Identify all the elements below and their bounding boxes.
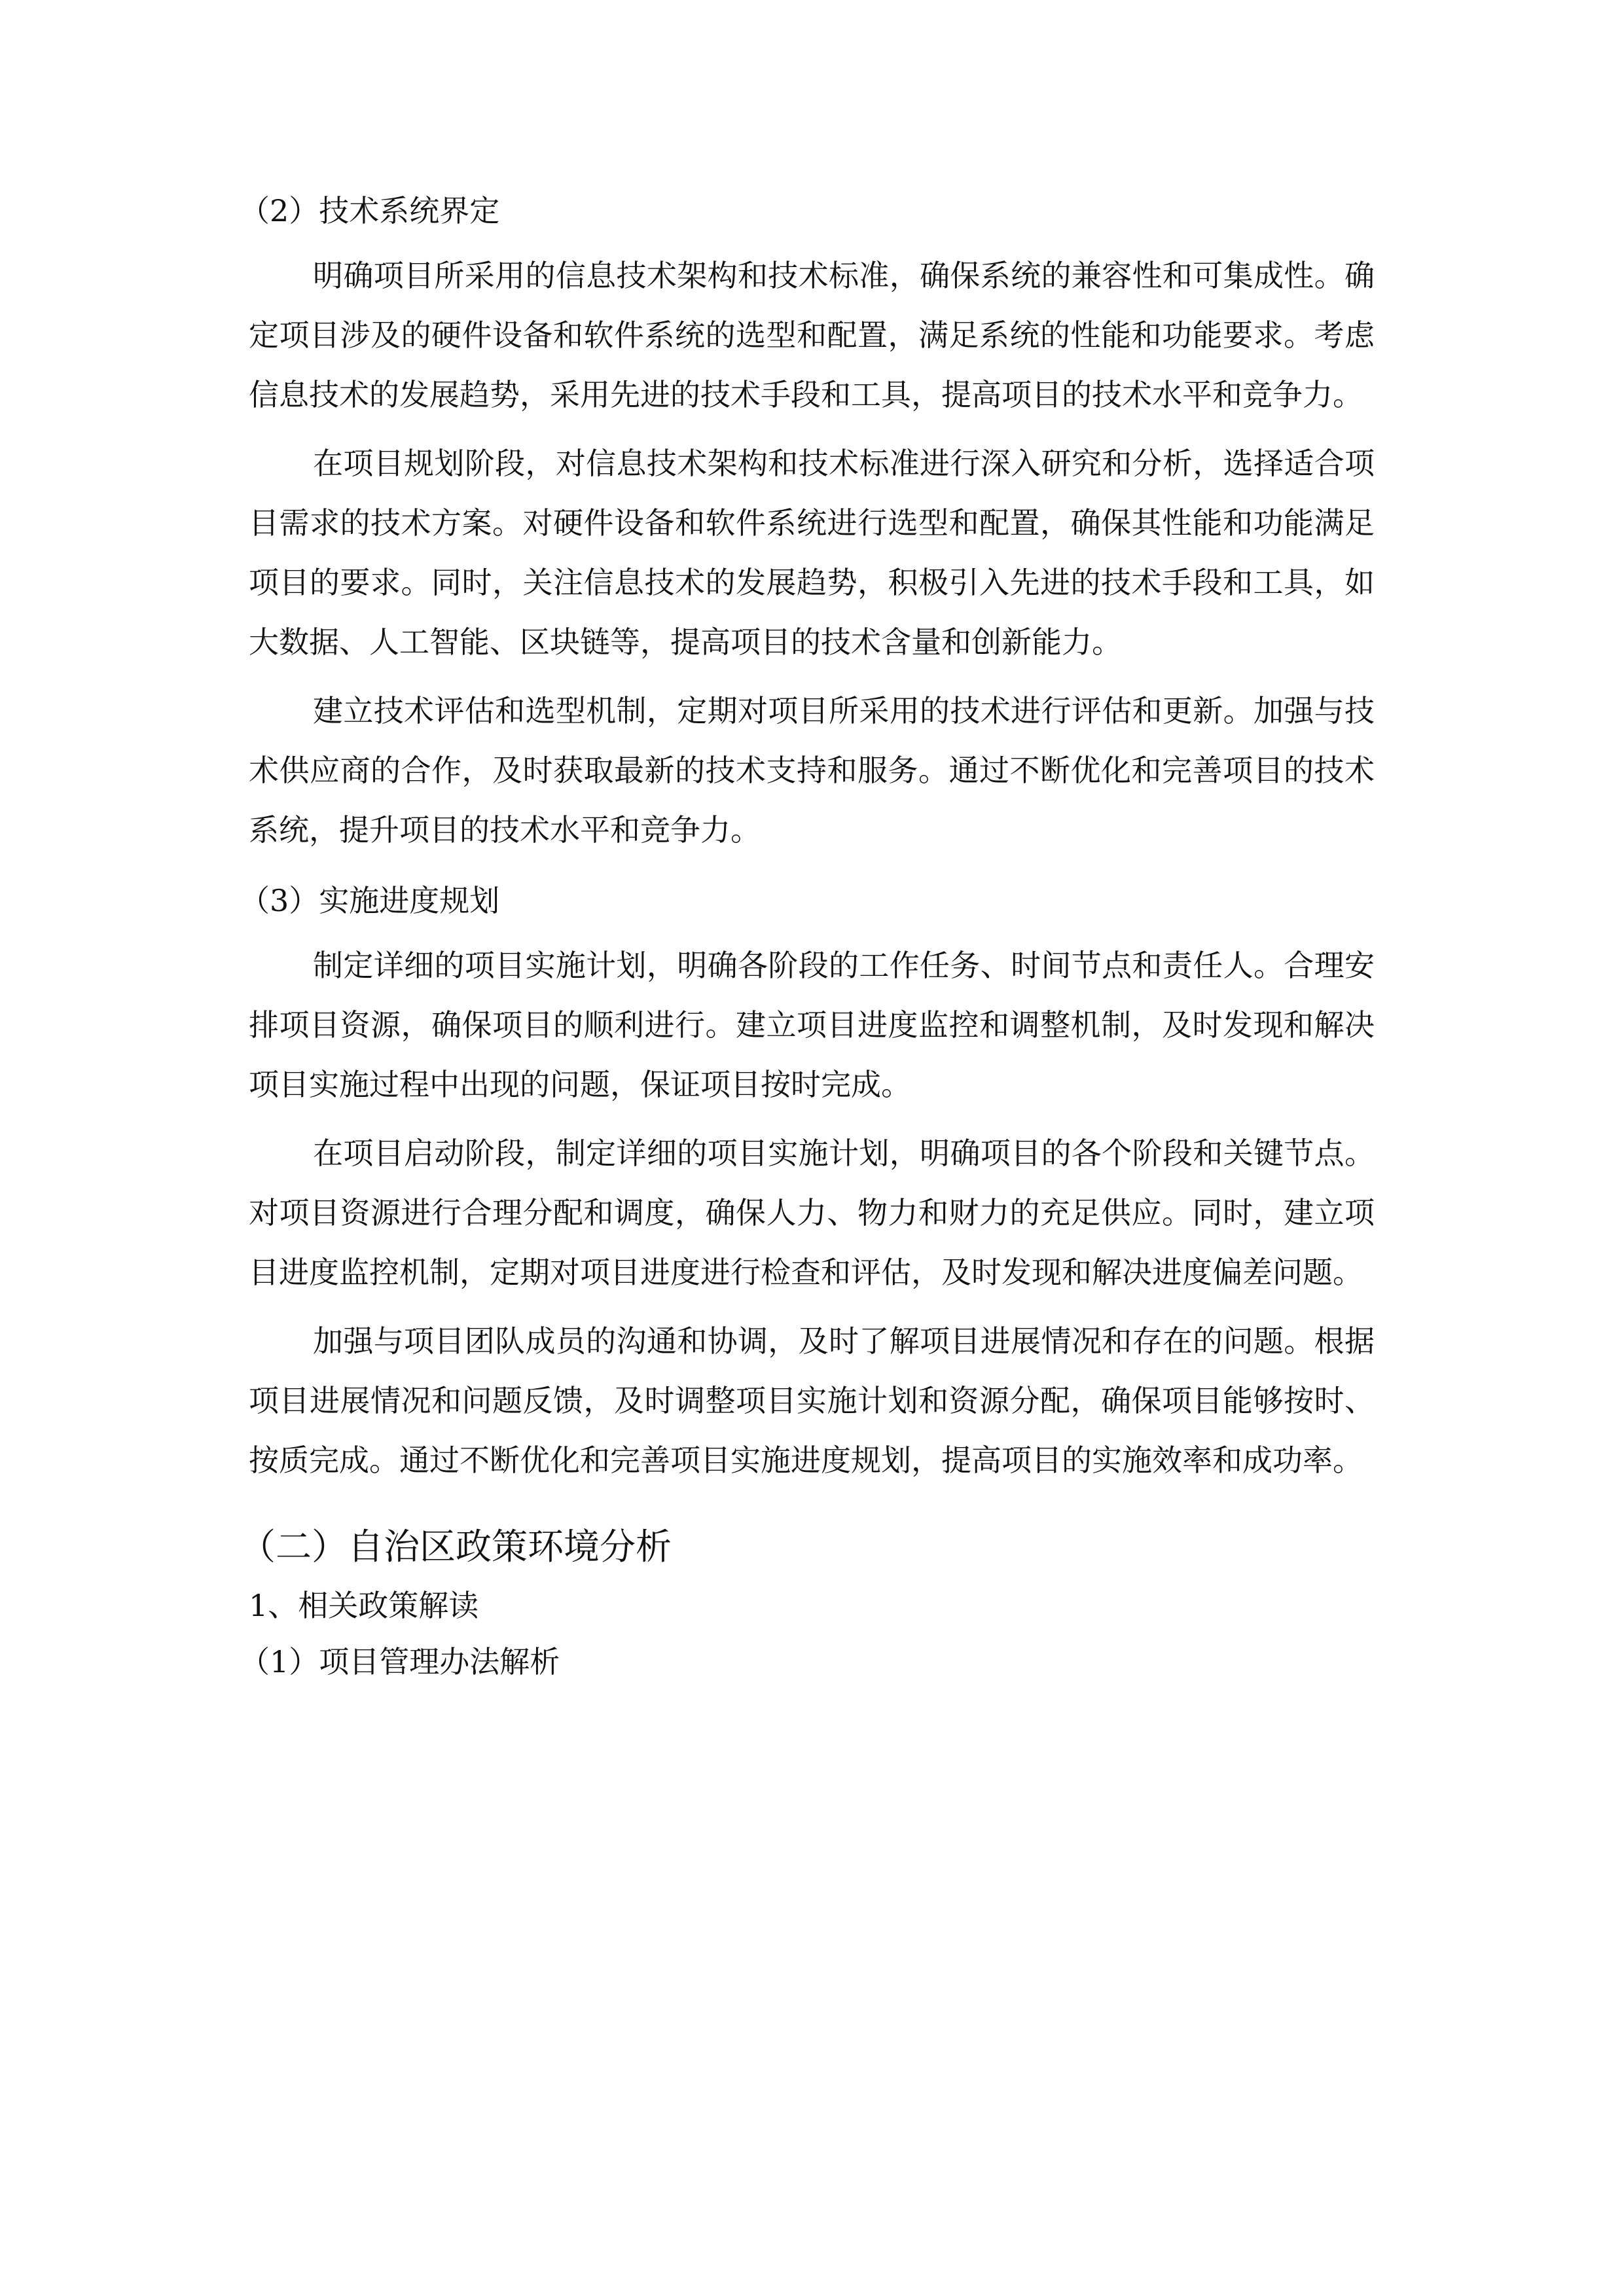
paragraph-2: 在项目规划阶段，对信息技术架构和技术标准进行深入研究和分析，选择适合项目需求的技术方案。对硬件设备和软件系统进行选型和配置，确保其性能和功能满足项目的要求。同时，关注信息技术的发展趋势，积极引入先进的技术手段和工具，如大数据、人工智能、区块链等，提高项目的技术含量和创新能力。 (249, 446, 1375, 660)
paragraph-4: 制定详细的项目实施计划，明确各阶段的工作任务、时间节点和责任人。合理安排项目资源，确保项目的顺利进行。建立项目进度监控和调整机制，及时发现和解决项目实施过程中出现的问题，保证项目按时完成。 (249, 948, 1375, 1102)
heading-tech-system: （2）技术系统界定 (240, 193, 500, 228)
heading-schedule: （3）实施进度规划 (240, 883, 500, 918)
paragraph-1: 明确项目所采用的信息技术架构和技术标准，确保系统的兼容性和可集成性。确定项目涉及的硬件设备和软件系统的选型和配置，满足系统的性能和功能要求。考虑信息技术的发展趋势，采用先进的技术手段和工具，提高项目的技术水平和竞争力。 (249, 258, 1375, 412)
paragraph-5: 在项目启动阶段，制定详细的项目实施计划，明确项目的各个阶段和关键节点。对项目资源进行合理分配和调度，确保人力、物力和财力的充足供应。同时，建立项目进度监控机制，定期对项目进度进行检查和评估，及时发现和解决进度偏差问题。 (249, 1136, 1375, 1290)
document-page (240, 190, 1375, 1697)
section-heading-policy-environment: （二）自治区政策环境分析 (240, 1526, 672, 1568)
paragraph-3: 建立技术评估和选型机制，定期对项目所采用的技术进行评估和更新。加强与技术供应商的合作，及时获取最新的技术支持和服务。通过不断优化和完善项目的技术系统，提升项目的技术水平和竞争力。 (249, 693, 1375, 848)
paragraph-6: 加强与项目团队成员的沟通和协调，及时了解项目进展情况和存在的问题。根据项目进展情况和问题反馈，及时调整项目实施计划和资源分配，确保项目能够按时、按质完成。通过不断优化和完善项目实施进度规划，提高项目的实施效率和成功率。 (249, 1323, 1375, 1478)
heading-policy-reading: 1、相关政策解读 (249, 1588, 479, 1623)
heading-management-methods: （1）项目管理办法解析 (240, 1644, 560, 1679)
